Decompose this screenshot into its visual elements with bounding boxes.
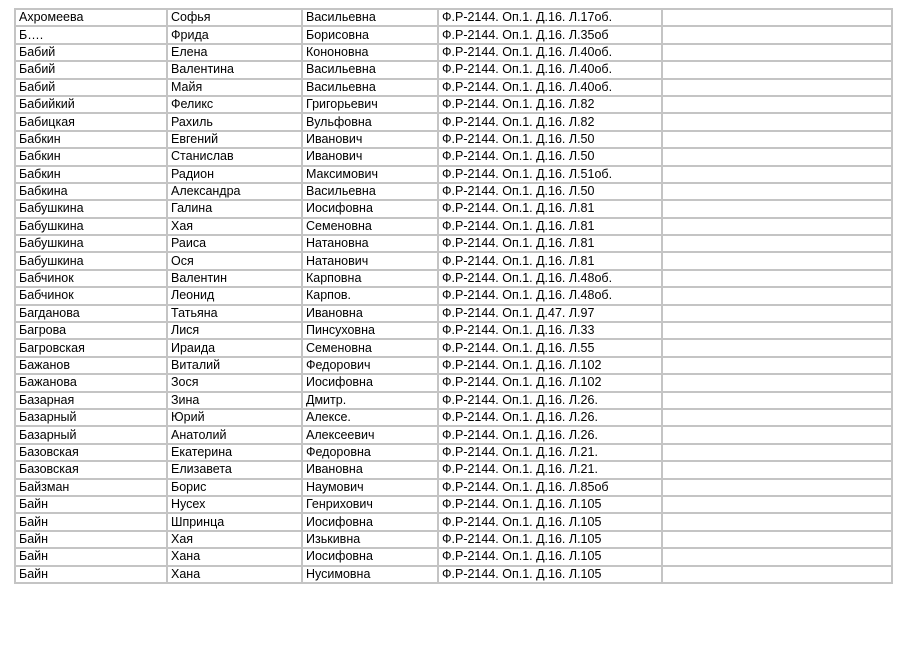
patronymic-cell: Васильевна [302,9,438,26]
empty-cell [662,357,892,374]
surname-cell: Бажанов [15,357,167,374]
empty-cell [662,426,892,443]
empty-cell [662,218,892,235]
archive-reference-cell: Ф.Р-2144. Оп.1. Д.16. Л.105 [438,548,662,565]
patronymic-cell: Иванович [302,131,438,148]
surname-cell: Байн [15,548,167,565]
table-row [15,479,892,496]
empty-cell [662,26,892,43]
empty-cell [662,200,892,217]
table-row [15,131,892,148]
first-name-cell: Зося [167,374,302,391]
archive-reference-cell: Ф.Р-2144. Оп.1. Д.47. Л.97 [438,305,662,322]
archive-reference-cell: Ф.Р-2144. Оп.1. Д.16. Л.48об. [438,270,662,287]
archive-reference-cell: Ф.Р-2144. Оп.1. Д.16. Л.50 [438,183,662,200]
table-row [15,44,892,61]
surname-cell: Бабушкина [15,235,167,252]
patronymic-cell: Кононовна [302,44,438,61]
first-name-cell: Екатерина [167,444,302,461]
surname-cell: Базовская [15,461,167,478]
patronymic-cell: Карповна [302,270,438,287]
patronymic-cell: Семеновна [302,339,438,356]
patronymic-cell: Федорович [302,357,438,374]
table-row [15,531,892,548]
patronymic-cell: Вульфовна [302,113,438,130]
first-name-cell: Татьяна [167,305,302,322]
surname-cell: Байн [15,566,167,583]
first-name-cell: Раиса [167,235,302,252]
archive-reference-cell: Ф.Р-2144. Оп.1. Д.16. Л.55 [438,339,662,356]
patronymic-cell: Ивановна [302,305,438,322]
first-name-cell: Виталий [167,357,302,374]
first-name-cell: Ося [167,252,302,269]
patronymic-cell: Карпов. [302,287,438,304]
table-row [15,200,892,217]
empty-cell [662,566,892,583]
surname-cell: Бабкин [15,148,167,165]
surname-cell: Базовская [15,444,167,461]
archive-reference-cell: Ф.Р-2144. Оп.1. Д.16. Л.26. [438,392,662,409]
first-name-cell: Евгений [167,131,302,148]
archive-reference-cell: Ф.Р-2144. Оп.1. Д.16. Л.102 [438,374,662,391]
empty-cell [662,235,892,252]
empty-cell [662,183,892,200]
empty-cell [662,166,892,183]
surname-cell: Бабушкина [15,252,167,269]
first-name-cell: Валентин [167,270,302,287]
table-row [15,26,892,43]
surname-cell: Багрова [15,322,167,339]
table-row [15,305,892,322]
patronymic-cell: Григорьевич [302,96,438,113]
table-row [15,513,892,530]
surname-cell: Базарный [15,426,167,443]
table-row [15,357,892,374]
table-row [15,96,892,113]
first-name-cell: Зина [167,392,302,409]
table-row [15,166,892,183]
table-row [15,496,892,513]
first-name-cell: Александра [167,183,302,200]
table-row [15,9,892,26]
archive-reference-cell: Ф.Р-2144. Оп.1. Д.16. Л.51об. [438,166,662,183]
first-name-cell: Станислав [167,148,302,165]
surname-cell: Бабчинок [15,287,167,304]
patronymic-cell: Натановна [302,235,438,252]
archive-reference-cell: Ф.Р-2144. Оп.1. Д.16. Л.105 [438,496,662,513]
archive-reference-cell: Ф.Р-2144. Оп.1. Д.16. Л.81 [438,218,662,235]
first-name-cell: Майя [167,79,302,96]
archive-reference-cell: Ф.Р-2144. Оп.1. Д.16. Л.50 [438,131,662,148]
table-row [15,339,892,356]
empty-cell [662,339,892,356]
patronymic-cell: Генрихович [302,496,438,513]
first-name-cell: Елизавета [167,461,302,478]
first-name-cell: Хая [167,218,302,235]
surname-cell: Багровская [15,339,167,356]
archive-reference-cell: Ф.Р-2144. Оп.1. Д.16. Л.21. [438,461,662,478]
patronymic-cell: Пинсуховна [302,322,438,339]
table-row [15,148,892,165]
patronymic-cell: Алексе. [302,409,438,426]
table-row [15,61,892,78]
patronymic-cell: Васильевна [302,79,438,96]
table-row [15,548,892,565]
first-name-cell: Радион [167,166,302,183]
first-name-cell: Нусех [167,496,302,513]
empty-cell [662,44,892,61]
table-row [15,113,892,130]
surname-cell: Ахромеева [15,9,167,26]
table-row [15,392,892,409]
empty-cell [662,392,892,409]
patronymic-cell: Иосифовна [302,548,438,565]
first-name-cell: Борис [167,479,302,496]
patronymic-cell: Васильевна [302,183,438,200]
first-name-cell: Феликс [167,96,302,113]
archive-reference-cell: Ф.Р-2144. Оп.1. Д.16. Л.48об. [438,287,662,304]
records-table-body [15,9,892,583]
surname-cell: Бабкин [15,131,167,148]
patronymic-cell: Дмитр. [302,392,438,409]
archive-reference-cell: Ф.Р-2144. Оп.1. Д.16. Л.105 [438,531,662,548]
empty-cell [662,96,892,113]
archive-reference-cell: Ф.Р-2144. Оп.1. Д.16. Л.82 [438,96,662,113]
surname-cell: Бабицкая [15,113,167,130]
empty-cell [662,531,892,548]
surname-cell: Бабушкина [15,200,167,217]
archive-reference-cell: Ф.Р-2144. Оп.1. Д.16. Л.81 [438,252,662,269]
first-name-cell: Валентина [167,61,302,78]
table-row [15,566,892,583]
table-row [15,252,892,269]
empty-cell [662,409,892,426]
empty-cell [662,374,892,391]
table-row [15,444,892,461]
empty-cell [662,444,892,461]
surname-cell: Б…. [15,26,167,43]
archive-reference-cell: Ф.Р-2144. Оп.1. Д.16. Л.81 [438,235,662,252]
patronymic-cell: Наумович [302,479,438,496]
table-row [15,322,892,339]
surname-cell: Байн [15,531,167,548]
surname-cell: Бажанова [15,374,167,391]
surname-cell: Байн [15,513,167,530]
surname-cell: Бабий [15,44,167,61]
first-name-cell: Хана [167,548,302,565]
surname-cell: Багданова [15,305,167,322]
table-row [15,235,892,252]
table-row [15,374,892,391]
archive-reference-cell: Ф.Р-2144. Оп.1. Д.16. Л.50 [438,148,662,165]
surname-cell: Базарный [15,409,167,426]
surname-cell: Бабчинок [15,270,167,287]
first-name-cell: Елена [167,44,302,61]
archive-reference-cell: Ф.Р-2144. Оп.1. Д.16. Л.105 [438,566,662,583]
archive-reference-cell: Ф.Р-2144. Оп.1. Д.16. Л.26. [438,426,662,443]
first-name-cell: Хая [167,531,302,548]
table-row [15,287,892,304]
first-name-cell: Леонид [167,287,302,304]
patronymic-cell: Нусимовна [302,566,438,583]
patronymic-cell: Ивановна [302,461,438,478]
surname-cell: Байзман [15,479,167,496]
archive-reference-cell: Ф.Р-2144. Оп.1. Д.16. Л.40об. [438,44,662,61]
archive-reference-cell: Ф.Р-2144. Оп.1. Д.16. Л.85об [438,479,662,496]
archive-reference-cell: Ф.Р-2144. Оп.1. Д.16. Л.17об. [438,9,662,26]
archive-reference-cell: Ф.Р-2144. Оп.1. Д.16. Л.102 [438,357,662,374]
first-name-cell: Ираида [167,339,302,356]
surname-cell: Байн [15,496,167,513]
empty-cell [662,252,892,269]
patronymic-cell: Иосифовна [302,374,438,391]
first-name-cell: Анатолий [167,426,302,443]
patronymic-cell: Иосифовна [302,200,438,217]
archive-reference-cell: Ф.Р-2144. Оп.1. Д.16. Л.40об. [438,79,662,96]
patronymic-cell: Иванович [302,148,438,165]
patronymic-cell: Борисовна [302,26,438,43]
surname-cell: Бабкин [15,166,167,183]
table-row [15,79,892,96]
patronymic-cell: Семеновна [302,218,438,235]
archive-reference-cell: Ф.Р-2144. Оп.1. Д.16. Л.26. [438,409,662,426]
archive-reference-cell: Ф.Р-2144. Оп.1. Д.16. Л.35об [438,26,662,43]
empty-cell [662,9,892,26]
archive-reference-cell: Ф.Р-2144. Оп.1. Д.16. Л.105 [438,513,662,530]
empty-cell [662,79,892,96]
table-row [15,461,892,478]
empty-cell [662,513,892,530]
surname-cell: Бабий [15,79,167,96]
first-name-cell: Лися [167,322,302,339]
surname-cell: Базарная [15,392,167,409]
empty-cell [662,113,892,130]
table-row [15,218,892,235]
first-name-cell: Шпринца [167,513,302,530]
first-name-cell: Хана [167,566,302,583]
empty-cell [662,548,892,565]
empty-cell [662,131,892,148]
first-name-cell: Софья [167,9,302,26]
patronymic-cell: Иосифовна [302,513,438,530]
surname-cell: Бабийкий [15,96,167,113]
patronymic-cell: Алексеевич [302,426,438,443]
patronymic-cell: Изькивна [302,531,438,548]
archive-reference-cell: Ф.Р-2144. Оп.1. Д.16. Л.81 [438,200,662,217]
surname-cell: Бабушкина [15,218,167,235]
empty-cell [662,496,892,513]
empty-cell [662,148,892,165]
patronymic-cell: Васильевна [302,61,438,78]
surname-cell: Бабий [15,61,167,78]
empty-cell [662,461,892,478]
archive-reference-cell: Ф.Р-2144. Оп.1. Д.16. Л.33 [438,322,662,339]
empty-cell [662,270,892,287]
empty-cell [662,322,892,339]
table-row [15,426,892,443]
first-name-cell: Юрий [167,409,302,426]
patronymic-cell: Федоровна [302,444,438,461]
archive-reference-cell: Ф.Р-2144. Оп.1. Д.16. Л.82 [438,113,662,130]
table-row [15,183,892,200]
table-row [15,409,892,426]
first-name-cell: Галина [167,200,302,217]
empty-cell [662,479,892,496]
empty-cell [662,305,892,322]
table-row [15,270,892,287]
archive-reference-cell: Ф.Р-2144. Оп.1. Д.16. Л.21. [438,444,662,461]
patronymic-cell: Натанович [302,252,438,269]
first-name-cell: Фрида [167,26,302,43]
patronymic-cell: Максимович [302,166,438,183]
empty-cell [662,287,892,304]
first-name-cell: Рахиль [167,113,302,130]
records-table [14,8,893,584]
empty-cell [662,61,892,78]
surname-cell: Бабкина [15,183,167,200]
archive-reference-cell: Ф.Р-2144. Оп.1. Д.16. Л.40об. [438,61,662,78]
